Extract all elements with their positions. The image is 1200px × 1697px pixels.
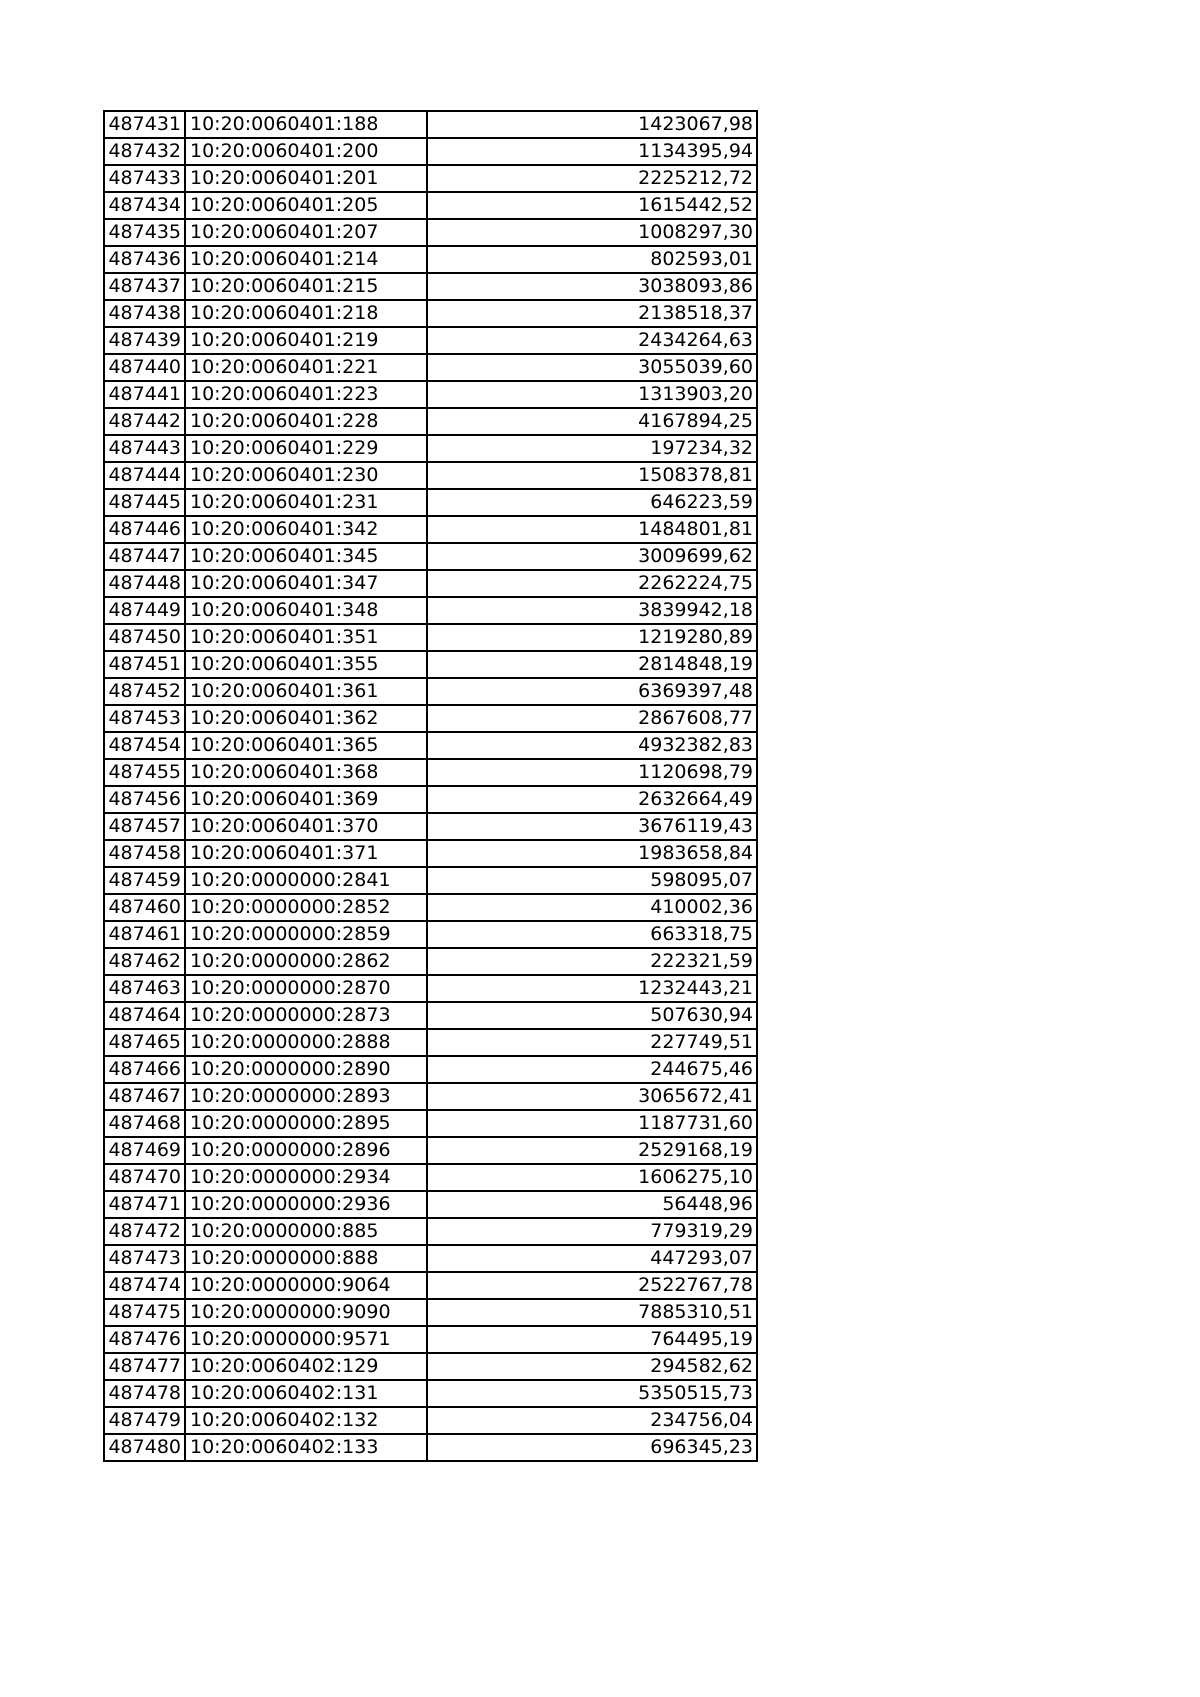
row-id-cell: 487477	[104, 1353, 185, 1380]
table-row	[104, 435, 757, 462]
cadastral-number-cell: 10:20:0060401:369	[185, 786, 427, 813]
row-id-cell: 487442	[104, 408, 185, 435]
cadastral-number-cell: 10:20:0060401:207	[185, 219, 427, 246]
row-id-cell: 487469	[104, 1137, 185, 1164]
row-id-cell: 487432	[104, 138, 185, 165]
value-cell: 1008297,30	[427, 219, 757, 246]
cadastral-number-cell: 10:20:0060401:365	[185, 732, 427, 759]
value-cell: 410002,36	[427, 894, 757, 921]
cadastral-number-cell: 10:20:0060401:345	[185, 543, 427, 570]
value-cell: 4932382,83	[427, 732, 757, 759]
row-id-cell: 487460	[104, 894, 185, 921]
table-row	[104, 570, 757, 597]
value-cell: 1134395,94	[427, 138, 757, 165]
value-cell: 244675,46	[427, 1056, 757, 1083]
cadastral-number-cell: 10:20:0060402:131	[185, 1380, 427, 1407]
value-cell: 1615442,52	[427, 192, 757, 219]
row-id-cell: 487454	[104, 732, 185, 759]
cadastral-number-cell: 10:20:0060401:348	[185, 597, 427, 624]
value-cell: 802593,01	[427, 246, 757, 273]
row-id-cell: 487448	[104, 570, 185, 597]
row-id-cell: 487446	[104, 516, 185, 543]
row-id-cell: 487465	[104, 1029, 185, 1056]
row-id-cell: 487455	[104, 759, 185, 786]
cadastral-number-cell: 10:20:0060401:355	[185, 651, 427, 678]
table-row	[104, 1380, 757, 1407]
cadastral-number-cell: 10:20:0060401:361	[185, 678, 427, 705]
value-cell: 1232443,21	[427, 975, 757, 1002]
table-row	[104, 1164, 757, 1191]
value-cell: 1484801,81	[427, 516, 757, 543]
row-id-cell: 487431	[104, 111, 185, 138]
value-cell: 234756,04	[427, 1407, 757, 1434]
cadastral-number-cell: 10:20:0060401:231	[185, 489, 427, 516]
cadastral-number-cell: 10:20:0060401:342	[185, 516, 427, 543]
value-cell: 598095,07	[427, 867, 757, 894]
table-row	[104, 1002, 757, 1029]
cadastral-number-cell: 10:20:0000000:2873	[185, 1002, 427, 1029]
value-cell: 1187731,60	[427, 1110, 757, 1137]
cadastral-number-cell: 10:20:0000000:885	[185, 1218, 427, 1245]
table-row	[104, 1029, 757, 1056]
table-row	[104, 705, 757, 732]
cadastral-value-table	[103, 110, 758, 1462]
value-cell: 1120698,79	[427, 759, 757, 786]
value-cell: 6369397,48	[427, 678, 757, 705]
table-row	[104, 1218, 757, 1245]
cadastral-number-cell: 10:20:0060401:218	[185, 300, 427, 327]
table-row	[104, 219, 757, 246]
row-id-cell: 487470	[104, 1164, 185, 1191]
table-row	[104, 273, 757, 300]
row-id-cell: 487479	[104, 1407, 185, 1434]
cadastral-number-cell: 10:20:0060401:219	[185, 327, 427, 354]
cadastral-number-cell: 10:20:0060401:223	[185, 381, 427, 408]
value-cell: 3055039,60	[427, 354, 757, 381]
cadastral-number-cell: 10:20:0060401:221	[185, 354, 427, 381]
cadastral-number-cell: 10:20:0060401:188	[185, 111, 427, 138]
value-cell: 1508378,81	[427, 462, 757, 489]
row-id-cell: 487458	[104, 840, 185, 867]
table-row	[104, 111, 757, 138]
cadastral-number-cell: 10:20:0000000:2895	[185, 1110, 427, 1137]
value-cell: 2814848,19	[427, 651, 757, 678]
table-row	[104, 1434, 757, 1461]
cadastral-number-cell: 10:20:0000000:2862	[185, 948, 427, 975]
value-cell: 2867608,77	[427, 705, 757, 732]
cadastral-number-cell: 10:20:0000000:2870	[185, 975, 427, 1002]
cadastral-number-cell: 10:20:0000000:2936	[185, 1191, 427, 1218]
table-row	[104, 327, 757, 354]
value-cell: 2225212,72	[427, 165, 757, 192]
cadastral-number-cell: 10:20:0060401:370	[185, 813, 427, 840]
value-cell: 779319,29	[427, 1218, 757, 1245]
cadastral-number-cell: 10:20:0060401:351	[185, 624, 427, 651]
value-cell: 1983658,84	[427, 840, 757, 867]
value-cell: 197234,32	[427, 435, 757, 462]
table-row	[104, 678, 757, 705]
table-row	[104, 1407, 757, 1434]
row-id-cell: 487435	[104, 219, 185, 246]
cadastral-number-cell: 10:20:0060401:371	[185, 840, 427, 867]
table-row	[104, 489, 757, 516]
cadastral-number-cell: 10:20:0000000:9571	[185, 1326, 427, 1353]
table-row	[104, 1245, 757, 1272]
cadastral-number-cell: 10:20:0060402:129	[185, 1353, 427, 1380]
row-id-cell: 487464	[104, 1002, 185, 1029]
table-row	[104, 597, 757, 624]
row-id-cell: 487463	[104, 975, 185, 1002]
table-row	[104, 543, 757, 570]
value-cell: 696345,23	[427, 1434, 757, 1461]
row-id-cell: 487437	[104, 273, 185, 300]
row-id-cell: 487434	[104, 192, 185, 219]
cadastral-number-cell: 10:20:0060402:132	[185, 1407, 427, 1434]
row-id-cell: 487436	[104, 246, 185, 273]
table-row	[104, 381, 757, 408]
row-id-cell: 487443	[104, 435, 185, 462]
row-id-cell: 487473	[104, 1245, 185, 1272]
value-cell: 663318,75	[427, 921, 757, 948]
value-cell: 4167894,25	[427, 408, 757, 435]
value-cell: 2529168,19	[427, 1137, 757, 1164]
value-cell: 764495,19	[427, 1326, 757, 1353]
row-id-cell: 487461	[104, 921, 185, 948]
table-row	[104, 138, 757, 165]
value-cell: 1313903,20	[427, 381, 757, 408]
cadastral-number-cell: 10:20:0000000:9064	[185, 1272, 427, 1299]
table-row	[104, 786, 757, 813]
row-id-cell: 487456	[104, 786, 185, 813]
table-row	[104, 759, 757, 786]
value-cell: 2138518,37	[427, 300, 757, 327]
value-cell: 1423067,98	[427, 111, 757, 138]
row-id-cell: 487466	[104, 1056, 185, 1083]
row-id-cell: 487439	[104, 327, 185, 354]
table-row	[104, 732, 757, 759]
table-row	[104, 894, 757, 921]
value-cell: 5350515,73	[427, 1380, 757, 1407]
row-id-cell: 487452	[104, 678, 185, 705]
row-id-cell: 487457	[104, 813, 185, 840]
table-row	[104, 651, 757, 678]
cadastral-number-cell: 10:20:0000000:2841	[185, 867, 427, 894]
value-cell: 2522767,78	[427, 1272, 757, 1299]
table-row	[104, 867, 757, 894]
table-row	[104, 165, 757, 192]
table-row	[104, 1083, 757, 1110]
value-cell: 646223,59	[427, 489, 757, 516]
table-row	[104, 1272, 757, 1299]
table-row	[104, 516, 757, 543]
table-row	[104, 975, 757, 1002]
value-cell: 2632664,49	[427, 786, 757, 813]
cadastral-number-cell: 10:20:0060401:214	[185, 246, 427, 273]
cadastral-number-cell: 10:20:0000000:9090	[185, 1299, 427, 1326]
cadastral-number-cell: 10:20:0000000:2852	[185, 894, 427, 921]
table-row	[104, 462, 757, 489]
value-cell: 3676119,43	[427, 813, 757, 840]
row-id-cell: 487450	[104, 624, 185, 651]
value-cell: 3839942,18	[427, 597, 757, 624]
cadastral-number-cell: 10:20:0060401:229	[185, 435, 427, 462]
table-row	[104, 354, 757, 381]
table-row	[104, 1191, 757, 1218]
table-row	[104, 948, 757, 975]
row-id-cell: 487453	[104, 705, 185, 732]
cadastral-number-cell: 10:20:0060401:362	[185, 705, 427, 732]
row-id-cell: 487475	[104, 1299, 185, 1326]
value-cell: 3065672,41	[427, 1083, 757, 1110]
row-id-cell: 487478	[104, 1380, 185, 1407]
table-body	[104, 111, 757, 1461]
value-cell: 3038093,86	[427, 273, 757, 300]
row-id-cell: 487440	[104, 354, 185, 381]
table-row	[104, 624, 757, 651]
table-row	[104, 1137, 757, 1164]
table-row	[104, 1110, 757, 1137]
row-id-cell: 487480	[104, 1434, 185, 1461]
cadastral-number-cell: 10:20:0060401:347	[185, 570, 427, 597]
value-cell: 447293,07	[427, 1245, 757, 1272]
cadastral-number-cell: 10:20:0060401:228	[185, 408, 427, 435]
row-id-cell: 487441	[104, 381, 185, 408]
value-cell: 1606275,10	[427, 1164, 757, 1191]
table-row	[104, 1056, 757, 1083]
row-id-cell: 487467	[104, 1083, 185, 1110]
row-id-cell: 487433	[104, 165, 185, 192]
cadastral-number-cell: 10:20:0060401:215	[185, 273, 427, 300]
table-row	[104, 840, 757, 867]
value-cell: 507630,94	[427, 1002, 757, 1029]
row-id-cell: 487444	[104, 462, 185, 489]
row-id-cell: 487471	[104, 1191, 185, 1218]
table-row	[104, 921, 757, 948]
value-cell: 3009699,62	[427, 543, 757, 570]
row-id-cell: 487472	[104, 1218, 185, 1245]
cadastral-number-cell: 10:20:0060401:368	[185, 759, 427, 786]
row-id-cell: 487451	[104, 651, 185, 678]
value-cell: 7885310,51	[427, 1299, 757, 1326]
value-cell: 2262224,75	[427, 570, 757, 597]
cadastral-number-cell: 10:20:0000000:2893	[185, 1083, 427, 1110]
cadastral-number-cell: 10:20:0060402:133	[185, 1434, 427, 1461]
table-row	[104, 1353, 757, 1380]
table-row	[104, 300, 757, 327]
row-id-cell: 487438	[104, 300, 185, 327]
table-row	[104, 192, 757, 219]
value-cell: 222321,59	[427, 948, 757, 975]
cadastral-number-cell: 10:20:0060401:205	[185, 192, 427, 219]
value-cell: 294582,62	[427, 1353, 757, 1380]
value-cell: 1219280,89	[427, 624, 757, 651]
row-id-cell: 487449	[104, 597, 185, 624]
row-id-cell: 487462	[104, 948, 185, 975]
cadastral-number-cell: 10:20:0060401:201	[185, 165, 427, 192]
cadastral-number-cell: 10:20:0000000:2896	[185, 1137, 427, 1164]
table-row	[104, 813, 757, 840]
row-id-cell: 487459	[104, 867, 185, 894]
row-id-cell: 487476	[104, 1326, 185, 1353]
row-id-cell: 487468	[104, 1110, 185, 1137]
cadastral-number-cell: 10:20:0060401:230	[185, 462, 427, 489]
cadastral-number-cell: 10:20:0000000:888	[185, 1245, 427, 1272]
cadastral-number-cell: 10:20:0000000:2890	[185, 1056, 427, 1083]
cadastral-number-cell: 10:20:0000000:2888	[185, 1029, 427, 1056]
cadastral-number-cell: 10:20:0000000:2934	[185, 1164, 427, 1191]
row-id-cell: 487447	[104, 543, 185, 570]
value-cell: 2434264,63	[427, 327, 757, 354]
table-row	[104, 408, 757, 435]
cadastral-number-cell: 10:20:0060401:200	[185, 138, 427, 165]
table-row	[104, 1299, 757, 1326]
cadastral-number-cell: 10:20:0000000:2859	[185, 921, 427, 948]
row-id-cell: 487474	[104, 1272, 185, 1299]
value-cell: 56448,96	[427, 1191, 757, 1218]
table-row	[104, 1326, 757, 1353]
row-id-cell: 487445	[104, 489, 185, 516]
value-cell: 227749,51	[427, 1029, 757, 1056]
table-row	[104, 246, 757, 273]
